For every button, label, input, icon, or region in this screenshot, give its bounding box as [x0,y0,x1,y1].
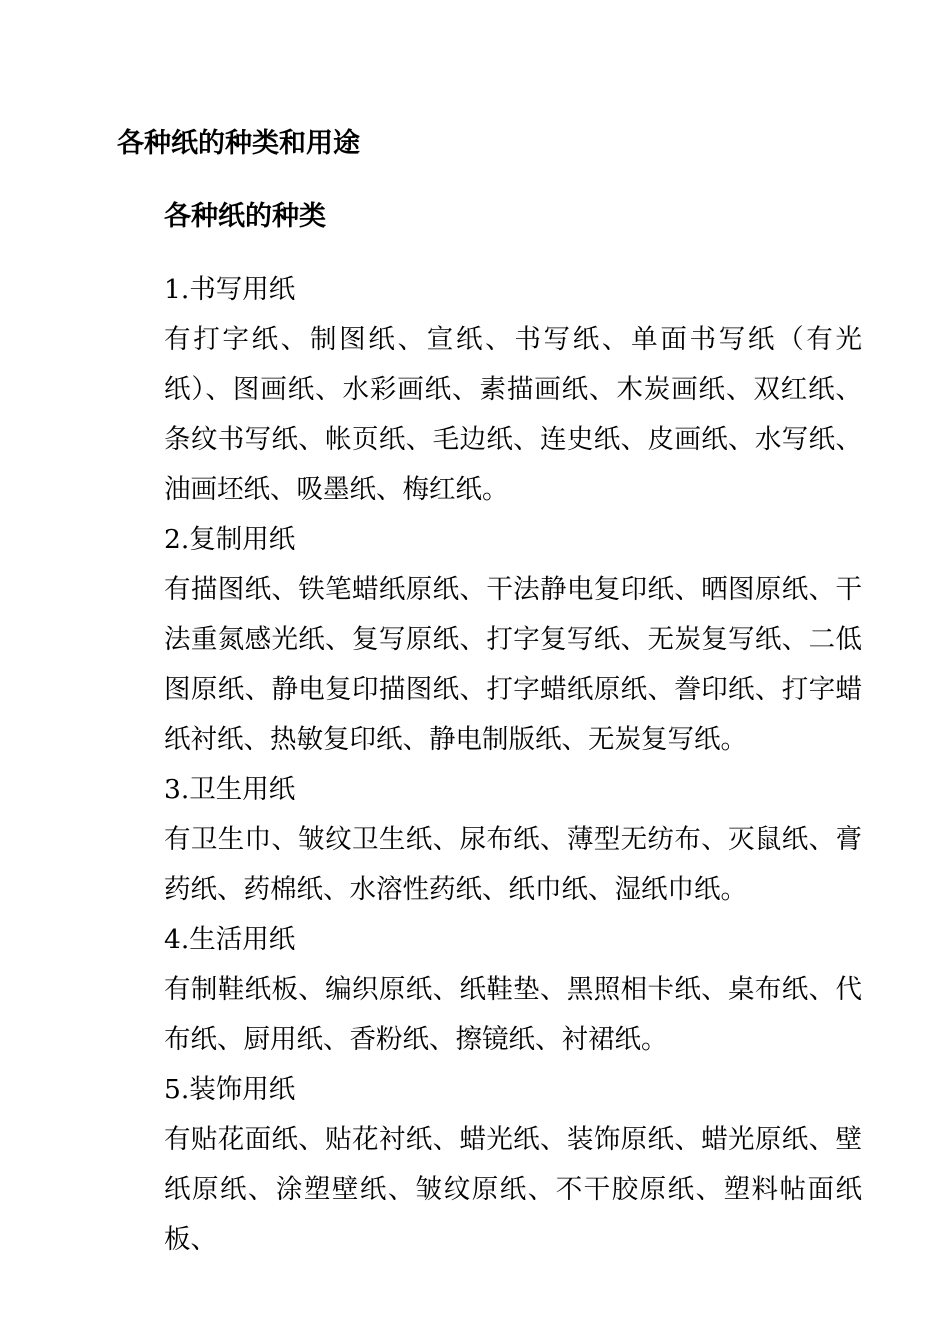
section-heading: 3.卫生用纸 [164,774,296,805]
section-text: 有制鞋纸板、编织原纸、纸鞋垫、黑照相卡纸、桌布纸、代布纸、厨用纸、香粉纸、擦镜纸、衬裙纸。 [164,974,862,1055]
section-household-paper [164,915,862,1065]
section-copy-paper [164,515,862,765]
section-writing-paper [164,265,862,515]
section-text: 有卫生巾、皱纹卫生纸、尿布纸、薄型无纺布、灭鼠纸、膏药纸、药棉纸、水溶性药纸、纸巾纸、湿纸巾纸。 [164,824,862,905]
section-text: 有描图纸、铁笔蜡纸原纸、干法静电复印纸、晒图原纸、干法重氮感光纸、复写原纸、打字复写纸、无炭复写纸、二低图原纸、静电复印描图纸、打字蜡纸原纸、誊印纸、打字蜡纸衬纸、热敏复印纸、静电制版纸、无炭复写纸。 [164,574,862,755]
section-text: 有打字纸、制图纸、宣纸、书写纸、单面书写纸（有光纸）、图画纸、水彩画纸、素描画纸、木炭画纸、双红纸、条纹书写纸、帐页纸、毛边纸、连史纸、皮画纸、水写纸、油画坯纸、吸墨纸、梅红纸。 [164,324,862,505]
document-subtitle: 各种纸的种类 [164,201,326,232]
section-heading: 4.生活用纸 [164,924,296,955]
section-decorative-paper [164,1065,862,1265]
document-title: 各种纸的种类和用途 [117,128,360,159]
section-text: 有贴花面纸、贴花衬纸、蜡光纸、装饰原纸、蜡光原纸、壁纸原纸、涂塑壁纸、皱纹原纸、不干胶原纸、塑料帖面纸板、 [164,1124,862,1255]
section-heading: 2.复制用纸 [164,524,296,555]
document-body [164,265,862,1265]
section-heading: 1.书写用纸 [164,274,296,305]
section-sanitary-paper [164,765,862,915]
section-heading: 5.装饰用纸 [164,1074,296,1105]
